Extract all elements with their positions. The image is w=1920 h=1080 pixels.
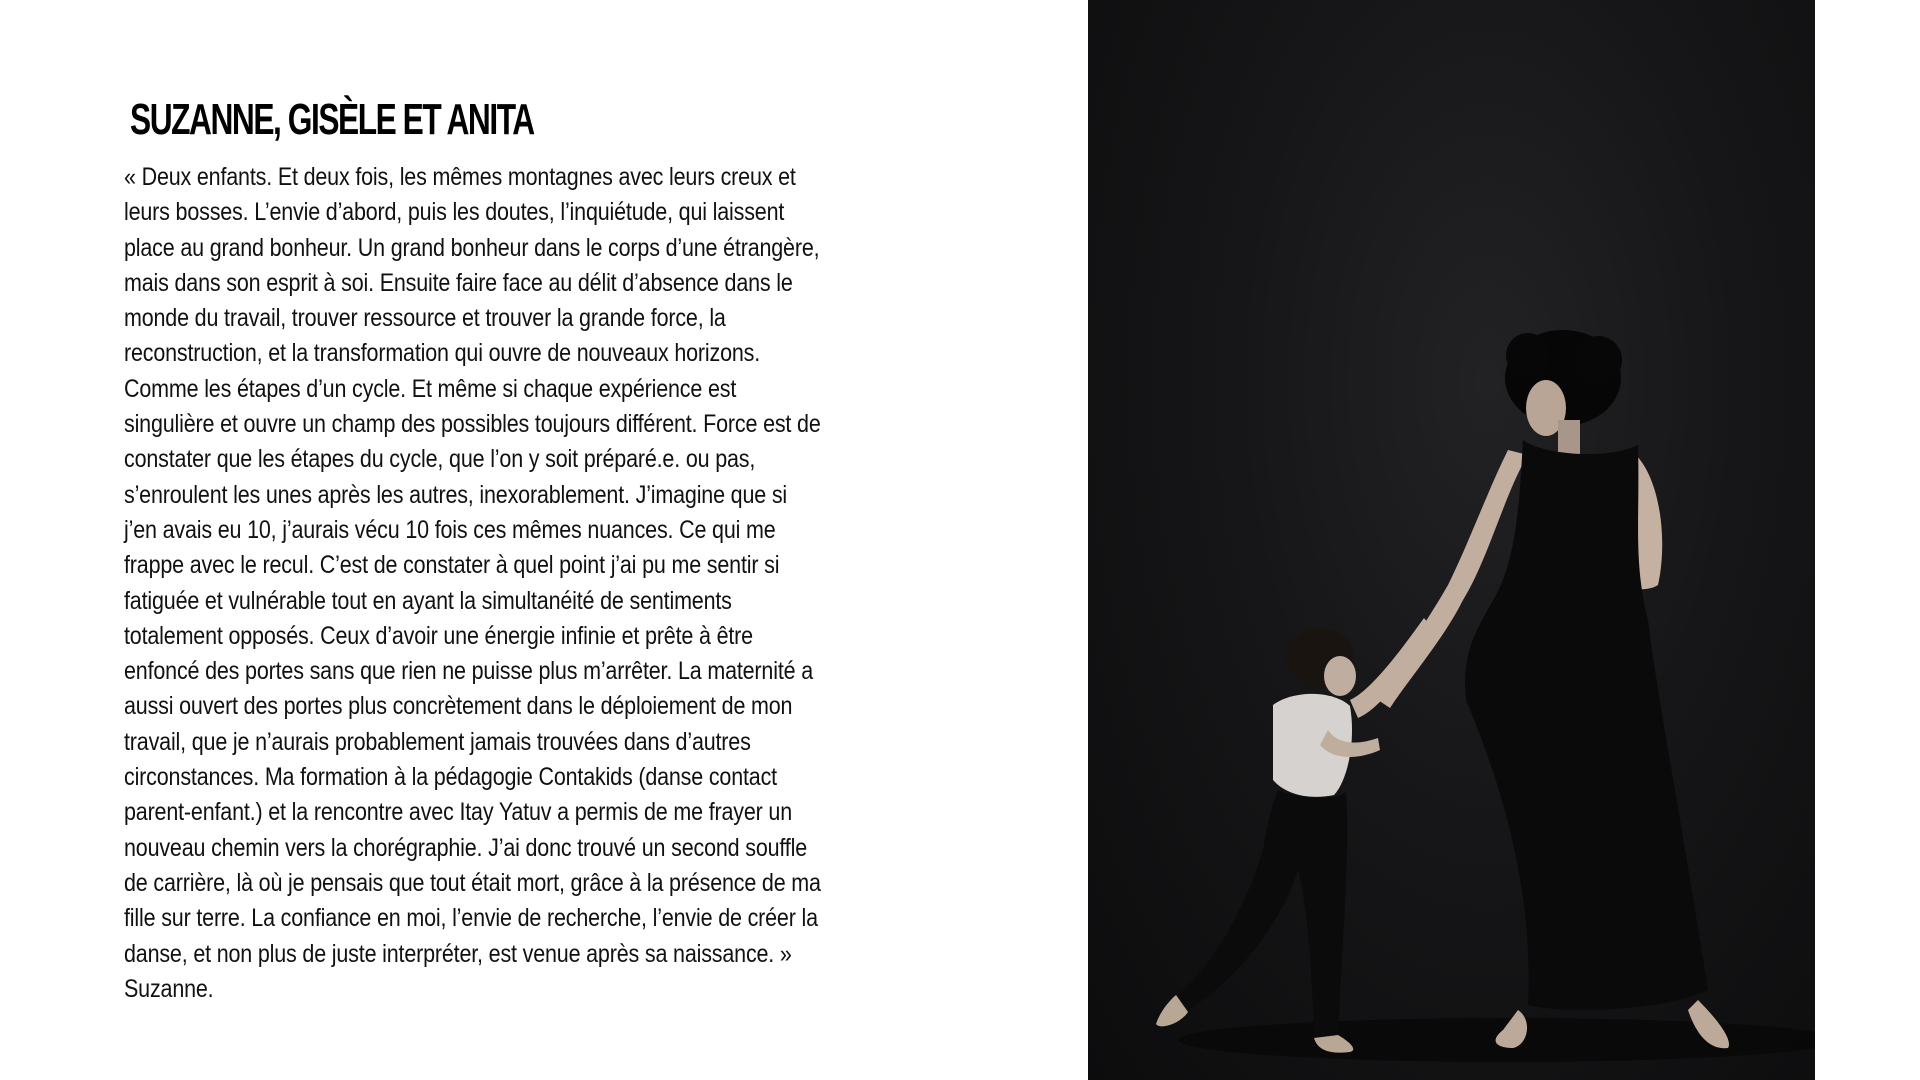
text-line: frappe avec le recul. C’est de constater à quel point j’ai pu me sentir si bbox=[124, 551, 780, 580]
text-line: enfoncé des portes sans que rien ne puisse plus m’arrêter. La maternité a bbox=[124, 657, 813, 686]
text-line: s’enroulent les unes après les autres, inexorablement. J’imagine que si bbox=[124, 480, 788, 509]
text-line: monde du travail, trouver ressource et trouver la grande force, la bbox=[124, 304, 726, 333]
text-line: reconstruction, et la transformation qui ouvre de nouveaux horizons. bbox=[124, 339, 761, 368]
text-line: nouveau chemin vers la chorégraphie. J’ai donc trouvé un second souffle bbox=[124, 833, 808, 862]
text-line: mais dans son esprit à soi. Ensuite faire face au délit d’absence dans le bbox=[124, 268, 793, 297]
text-line: danse, et non plus de juste interpréter, est venue après sa naissance. » bbox=[124, 939, 792, 968]
testimony-text bbox=[124, 160, 864, 1007]
photograph-illustration bbox=[1088, 0, 1815, 1080]
text-line: constater que les étapes du cycle, que l’on y soit préparé.e. ou pas, bbox=[124, 445, 756, 474]
photograph-mother-and-child bbox=[1088, 0, 1815, 1080]
text-line: parent-enfant.) et la rencontre avec Itay Yatuv a permis de me frayer un bbox=[124, 798, 793, 827]
text-line: aussi ouvert des portes plus concrètement dans le déploiement de mon bbox=[124, 692, 793, 721]
text-line: circonstances. Ma formation à la pédagogie Contakids (danse contact bbox=[124, 763, 777, 792]
page-title: SUZANNE, GISÈLE ET ANITA bbox=[130, 95, 534, 144]
text-line: singulière et ouvre un champ des possibles toujours différent. Force est de bbox=[124, 410, 821, 439]
text-line: Suzanne. bbox=[124, 974, 214, 1003]
text-line: « Deux enfants. Et deux fois, les mêmes montagnes avec leurs creux et bbox=[124, 163, 796, 191]
text-line: Comme les étapes d’un cycle. Et même si chaque expérience est bbox=[124, 374, 737, 403]
text-line: j’en avais eu 10, j’aurais vécu 10 fois ces mêmes nuances. Ce qui me bbox=[124, 515, 776, 544]
text-line: fatiguée et vulnérable tout en ayant la simultanéité de sentiments bbox=[124, 586, 732, 615]
text-line: travail, que je n’aurais probablement jamais trouvées dans d’autres bbox=[124, 727, 751, 756]
text-line: place au grand bonheur. Un grand bonheur dans le corps d’une étrangère, bbox=[124, 233, 820, 262]
text-column bbox=[124, 92, 864, 1007]
text-line: de carrière, là où je pensais que tout était mort, grâce à la présence de ma bbox=[124, 868, 821, 897]
text-line: fille sur terre. La confiance en moi, l’envie de recherche, l’envie de créer la bbox=[124, 904, 818, 933]
text-line: totalement opposés. Ceux d’avoir une énergie infinie et prête à être bbox=[124, 621, 753, 650]
text-line: leurs bosses. L’envie d’abord, puis les doutes, l’inquiétude, qui laissent bbox=[124, 198, 785, 227]
